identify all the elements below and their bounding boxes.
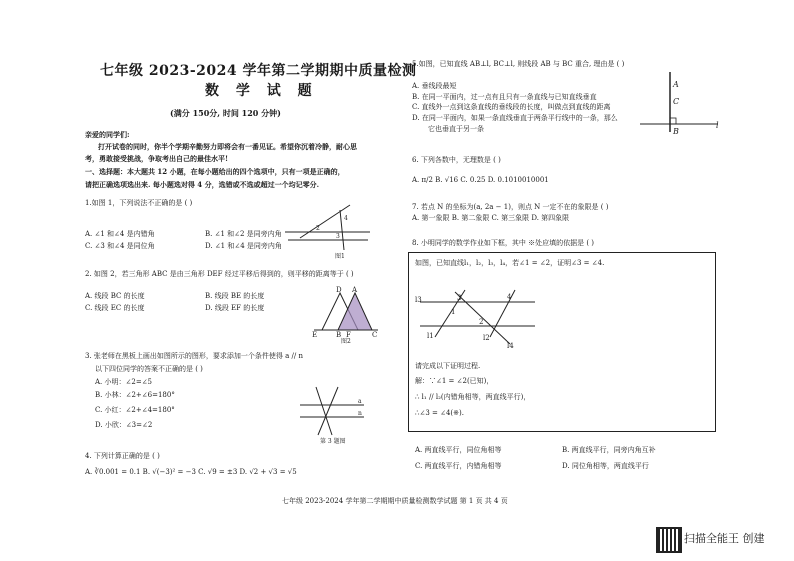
q7-options: A. 第一象限 B. 第二象限 C. 第三象限 D. 第四象限 xyxy=(412,214,570,222)
q1-stem: 1.如图 1，下列说法不正确的是 ( ) xyxy=(85,199,193,207)
q1-option-c: C. ∠3 和∠4 是同位角 xyxy=(85,242,155,250)
q5-option-b: B. 在同一平面内，过一点有且只有一条直线与已知直线垂直 xyxy=(412,93,597,101)
svg-text:F: F xyxy=(346,331,351,339)
q5-figure xyxy=(640,70,725,140)
q7-stem: 7. 若点 N 的坐标为(a, 2a − 1)，则点 N 一定不在的象限是 ( ) xyxy=(412,203,609,211)
svg-text:A: A xyxy=(352,286,358,294)
q5-option-a: A. 垂线段最短 xyxy=(412,82,457,90)
q1-option-b: B. ∠1 和∠2 是同旁内角 xyxy=(205,230,282,238)
intro-line-1: 打开试卷的同时，你半个学期辛勤努力即将会有一番见证。希望你沉着冷静，耐心思 xyxy=(98,142,357,151)
svg-text:3: 3 xyxy=(336,233,340,240)
svg-text:2: 2 xyxy=(479,318,484,326)
intro-line-2: 考，勇敢接受挑战，争取考出自己的最佳水平! xyxy=(85,154,229,163)
svg-text:B: B xyxy=(673,127,679,136)
svg-text:l2: l2 xyxy=(483,334,490,342)
q8-figure xyxy=(415,282,545,352)
q8-option-b: B. 两直线平行，同旁内角互补 xyxy=(562,446,656,454)
qr-code-icon xyxy=(656,527,682,553)
q5-option-d-cont: 它也垂直于另一条 xyxy=(428,125,484,133)
q8-box-line-2: 请完成以下证明过程. xyxy=(415,362,481,370)
q5-stem: 5.如图，已知直线 AB⊥l, BC⊥l, 则线段 AB 与 BC 重合, 理由是 ( ) xyxy=(412,60,625,68)
q2-figure-label: 图2 xyxy=(341,338,351,345)
q8-option-d: D. 同位角相等，两直线平行 xyxy=(562,462,649,470)
q4-stem: 4. 下列计算正确的是 ( ) xyxy=(85,452,160,460)
svg-text:A: A xyxy=(673,80,679,89)
q6-options: A. π/2 B. √16 C. 0.25 D. 0.1010010001 xyxy=(412,176,549,184)
greeting: 亲爱的同学们: xyxy=(85,130,130,139)
q1-figure xyxy=(280,200,375,260)
q8-option-c: C. 两直线平行，内错角相等 xyxy=(415,462,502,470)
q8-stem: 8. 小明同学的数学作业如下框，其中 ※处应填的依据是 ( ) xyxy=(412,239,595,247)
q3-option-c: C. 小红：∠2+∠4=180° xyxy=(95,406,175,414)
svg-text:D: D xyxy=(336,286,342,294)
page-footer: 七年级 2023-2024 学年第二学期期中质量检测数学试题 第 1 页 共 4 页 xyxy=(282,497,508,505)
svg-text:4: 4 xyxy=(507,293,512,301)
q3-option-a: A. 小明：∠2=∠5 xyxy=(95,378,153,386)
q2-option-d: D. 线段 EF 的长度 xyxy=(205,304,265,312)
q5-option-c: C. 直线外一点到这条直线的垂线段的长度，叫做点到直线的距离 xyxy=(412,103,611,111)
q1-option-d: D. ∠1 和∠4 是同旁内角 xyxy=(205,242,282,250)
q8-box-line-1: 如图，已知直线l₁，l₂，l₃，l₄，若∠1 = ∠2，证明∠3 = ∠4. xyxy=(415,259,605,267)
q1-figure-label: 图1 xyxy=(335,253,345,260)
svg-text:l4: l4 xyxy=(507,342,514,350)
svg-text:l1: l1 xyxy=(427,332,434,340)
scanner-watermark: 扫描全能王 创建 xyxy=(684,532,765,545)
q4-options: A. ∛0.001 = 0.1 B. √(−3)² = −3 C. √9 = ±3 D. √2 + √3 = √5 xyxy=(85,468,297,476)
svg-text:a: a xyxy=(358,398,362,405)
q2-stem: 2. 如图 2，若三角形 ABC 是由三角形 DEF 经过平移后得到的，则平移的距离等于 ( ) xyxy=(85,270,354,278)
q2-option-b: B. 线段 BE 的长度 xyxy=(205,292,265,300)
section-heading-2: 请把正确选项选出来. 每小题选对得 4 分，选错或不选或超过一个均记零分. xyxy=(85,180,320,189)
q8-option-a: A. 两直线平行，同位角相等 xyxy=(415,446,502,454)
q1-option-a: A. ∠1 和∠4 是内错角 xyxy=(85,230,155,238)
svg-text:E: E xyxy=(312,331,318,339)
q3-option-d: D. 小欣：∠3=∠2 xyxy=(95,421,153,429)
svg-text:l: l xyxy=(716,121,719,130)
section-heading: 一、选择题：本大题共 12 小题，在每小题给出的四个选项中，只有一项是正确的， xyxy=(85,167,345,176)
exam-info: (满分 150分, 时间 120 分钟) xyxy=(170,108,281,118)
svg-text:4: 4 xyxy=(344,215,348,222)
svg-text:l3: l3 xyxy=(415,296,422,304)
svg-text:C: C xyxy=(372,331,378,339)
svg-text:n: n xyxy=(358,410,362,417)
q8-box-line-5: ∴∠3 = ∠4(※). xyxy=(415,409,464,417)
q2-option-a: A. 线段 BC 的长度 xyxy=(85,292,145,300)
q3-stem-2: 以下四位同学的答案不正确的是 ( ) xyxy=(95,365,203,373)
q5-option-d: D. 在同一平面内，如果一条直线垂直于两条平行线中的一条，那么 xyxy=(412,114,618,122)
svg-text:1: 1 xyxy=(451,308,456,316)
q3-figure-label: 第 3 题图 xyxy=(320,438,346,445)
q3-figure xyxy=(298,385,368,455)
q6-stem: 6. 下列各数中，无理数是 ( ) xyxy=(412,156,501,164)
q2-figure xyxy=(310,285,385,345)
svg-text:2: 2 xyxy=(316,225,320,232)
exam-subtitle: 数 学 试 题 xyxy=(205,83,318,99)
exam-title: 七年级 2023-2024 学年第二学期期中质量检测 xyxy=(100,63,417,79)
svg-text:B: B xyxy=(336,331,342,339)
q3-option-b: B. 小林：∠2+∠6=180° xyxy=(95,391,175,399)
q8-box-line-3: 解：∵∠1 = ∠2(已知)， xyxy=(415,377,494,385)
svg-text:3: 3 xyxy=(457,294,462,302)
q2-option-c: C. 线段 EC 的长度 xyxy=(85,304,145,312)
svg-text:C: C xyxy=(673,97,680,106)
q8-box-line-4: ∴ l₁ // l₂(内错角相等，两直线平行)， xyxy=(415,393,531,401)
q3-stem: 3. 张老师在黑板上画出如图所示的图形，要求添加一个条件使得 a // n xyxy=(85,352,303,360)
